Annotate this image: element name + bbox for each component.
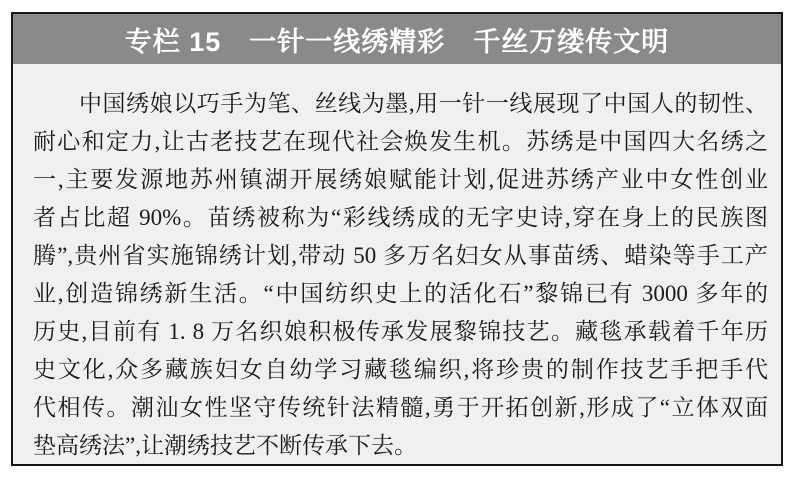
column-body-text [13, 64, 781, 465]
body-text-line: 业,创造锦绣新生活。“中国纺织史上的活化石”黎锦已有 3000 多年的 [33, 281, 768, 306]
column-title-part-1: 一针一线绣精彩 [249, 26, 446, 57]
body-text-line: 耐心和定力,让古老技艺在现代社会焕发生机。苏绣是中国四大名绣之 [33, 129, 768, 154]
column-number-label: 专栏 15 [124, 26, 222, 57]
body-text-line: 代相传。潮汕女性坚守传统针法精髓,勇于开拓创新,形成了“立体双面 [33, 395, 768, 420]
body-text-line: 一,主要发源地苏州镇湖开展绣娘赋能计划,促进苏绣产业中女性创业 [33, 167, 768, 192]
column-box-panel [11, 12, 783, 466]
body-text-line: 垫高绣法”,让潮绣技艺不断传承下去。 [33, 433, 417, 458]
column-header-bar [13, 14, 781, 64]
body-text-line: 腾”,贵州省实施锦绣计划,带动 50 多万名妇女从事苗绣、蜡染等手工产 [33, 243, 768, 268]
body-text-line: 中国绣娘以巧手为笔、丝线为墨,用一针一线展现了中国人的韧性、 [79, 91, 768, 116]
column-title-part-2: 千丝万缕传文明 [473, 26, 670, 57]
body-text-line: 历史,目前有 1. 8 万名织娘积极传承发展黎锦技艺。藏毯承载着千年历 [33, 319, 768, 344]
body-text-line: 史文化,众多藏族妇女自幼学习藏毯编织,将珍贵的制作技艺手把手代 [33, 357, 768, 382]
body-text-line: 者占比超 90%。苗绣被称为“彩线绣成的无字史诗,穿在身上的民族图 [33, 205, 768, 230]
